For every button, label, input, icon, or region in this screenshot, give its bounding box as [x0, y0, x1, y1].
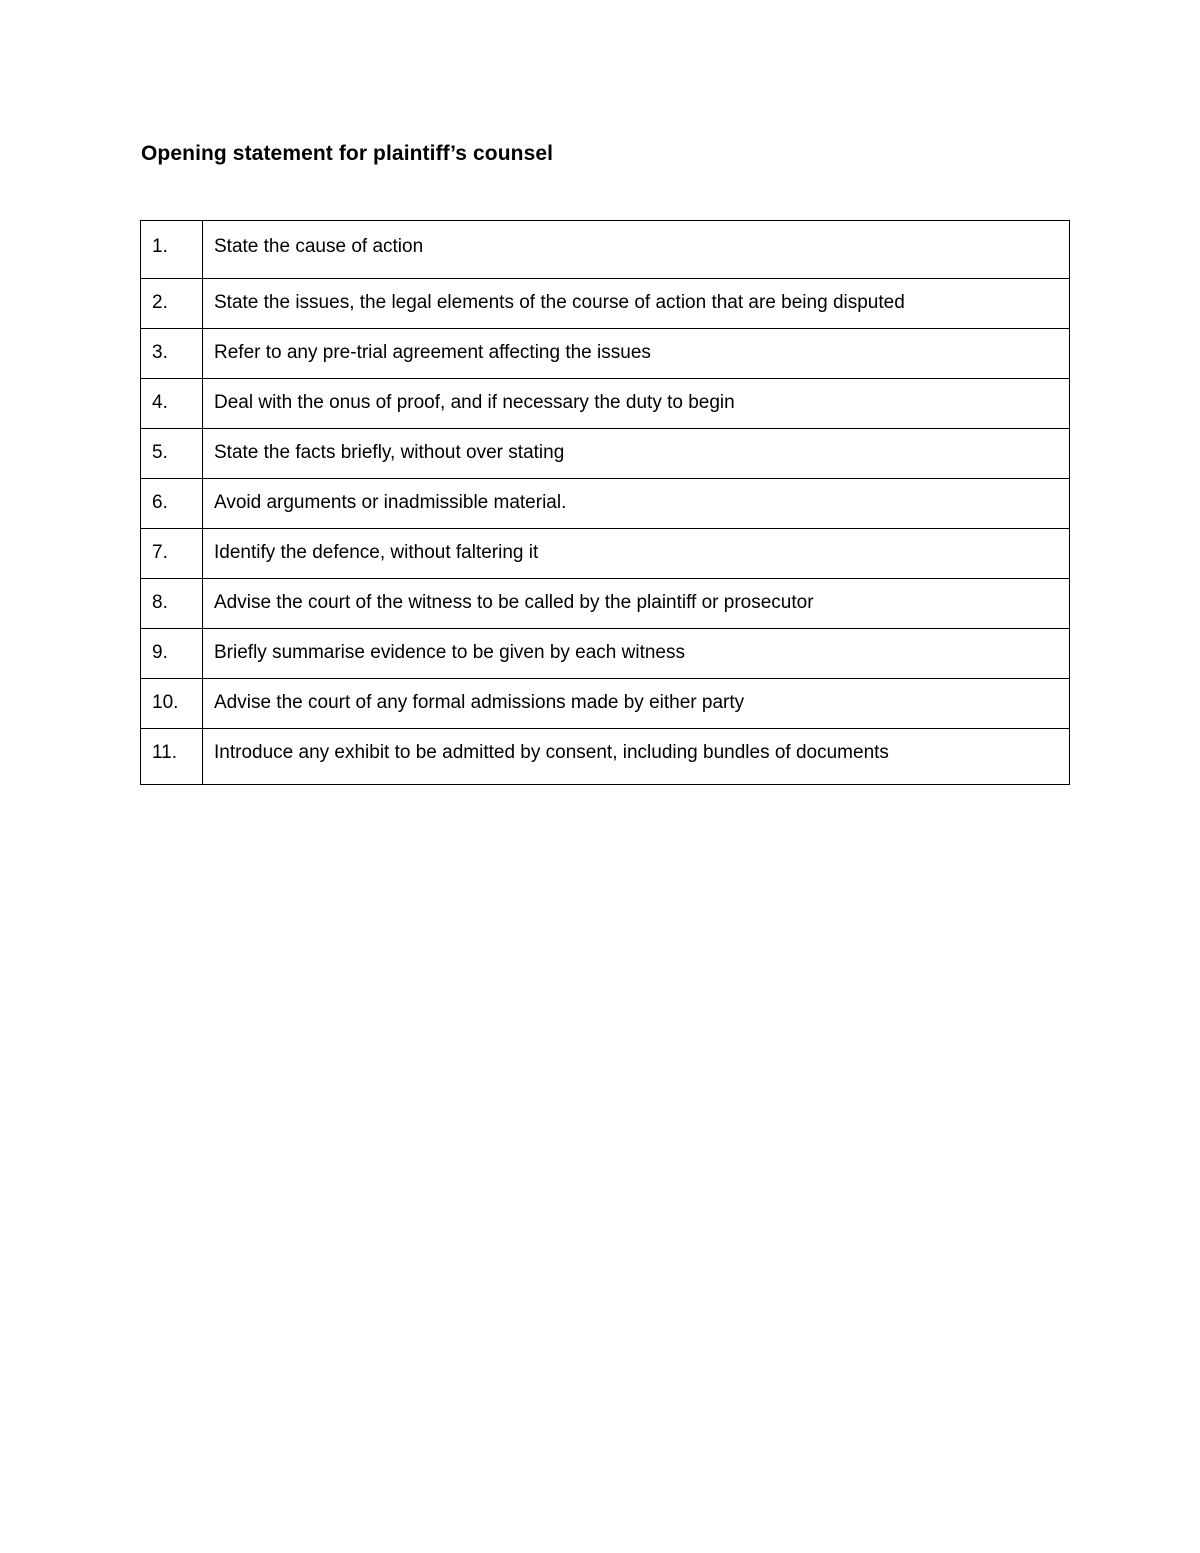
- step-number: 7.: [141, 529, 203, 579]
- table-row: [141, 629, 1070, 679]
- step-number: 2.: [141, 279, 203, 329]
- step-text: State the issues, the legal elements of the course of action that are being disputed: [203, 279, 1070, 329]
- table-row: [141, 279, 1070, 329]
- steps-table: [140, 220, 1070, 785]
- step-number: 1.: [141, 221, 203, 279]
- step-text: State the facts briefly, without over stating: [203, 429, 1070, 479]
- step-text: Advise the court of any formal admissions made by either party: [203, 679, 1070, 729]
- table-row: [141, 221, 1070, 279]
- table-row: [141, 729, 1070, 785]
- table-row: [141, 479, 1070, 529]
- step-number: 4.: [141, 379, 203, 429]
- step-number: 6.: [141, 479, 203, 529]
- table-row: [141, 429, 1070, 479]
- document-title: Opening statement for plaintiff’s counsel: [141, 142, 554, 165]
- step-text: Refer to any pre-trial agreement affecting the issues: [203, 329, 1070, 379]
- step-text: Avoid arguments or inadmissible material.: [203, 479, 1070, 529]
- step-number: 3.: [141, 329, 203, 379]
- step-number: 10.: [141, 679, 203, 729]
- step-number: 11.: [141, 729, 203, 785]
- step-text: State the cause of action: [203, 221, 1070, 279]
- table-row: [141, 529, 1070, 579]
- step-text: Deal with the onus of proof, and if necessary the duty to begin: [203, 379, 1070, 429]
- table-row: [141, 379, 1070, 429]
- table-row: [141, 579, 1070, 629]
- step-number: 5.: [141, 429, 203, 479]
- step-text: Advise the court of the witness to be called by the plaintiff or prosecutor: [203, 579, 1070, 629]
- step-number: 8.: [141, 579, 203, 629]
- table-row: [141, 679, 1070, 729]
- step-text: Introduce any exhibit to be admitted by consent, including bundles of documents: [203, 729, 1070, 785]
- step-number: 9.: [141, 629, 203, 679]
- step-text: Briefly summarise evidence to be given by each witness: [203, 629, 1070, 679]
- table-row: [141, 329, 1070, 379]
- step-text: Identify the defence, without faltering it: [203, 529, 1070, 579]
